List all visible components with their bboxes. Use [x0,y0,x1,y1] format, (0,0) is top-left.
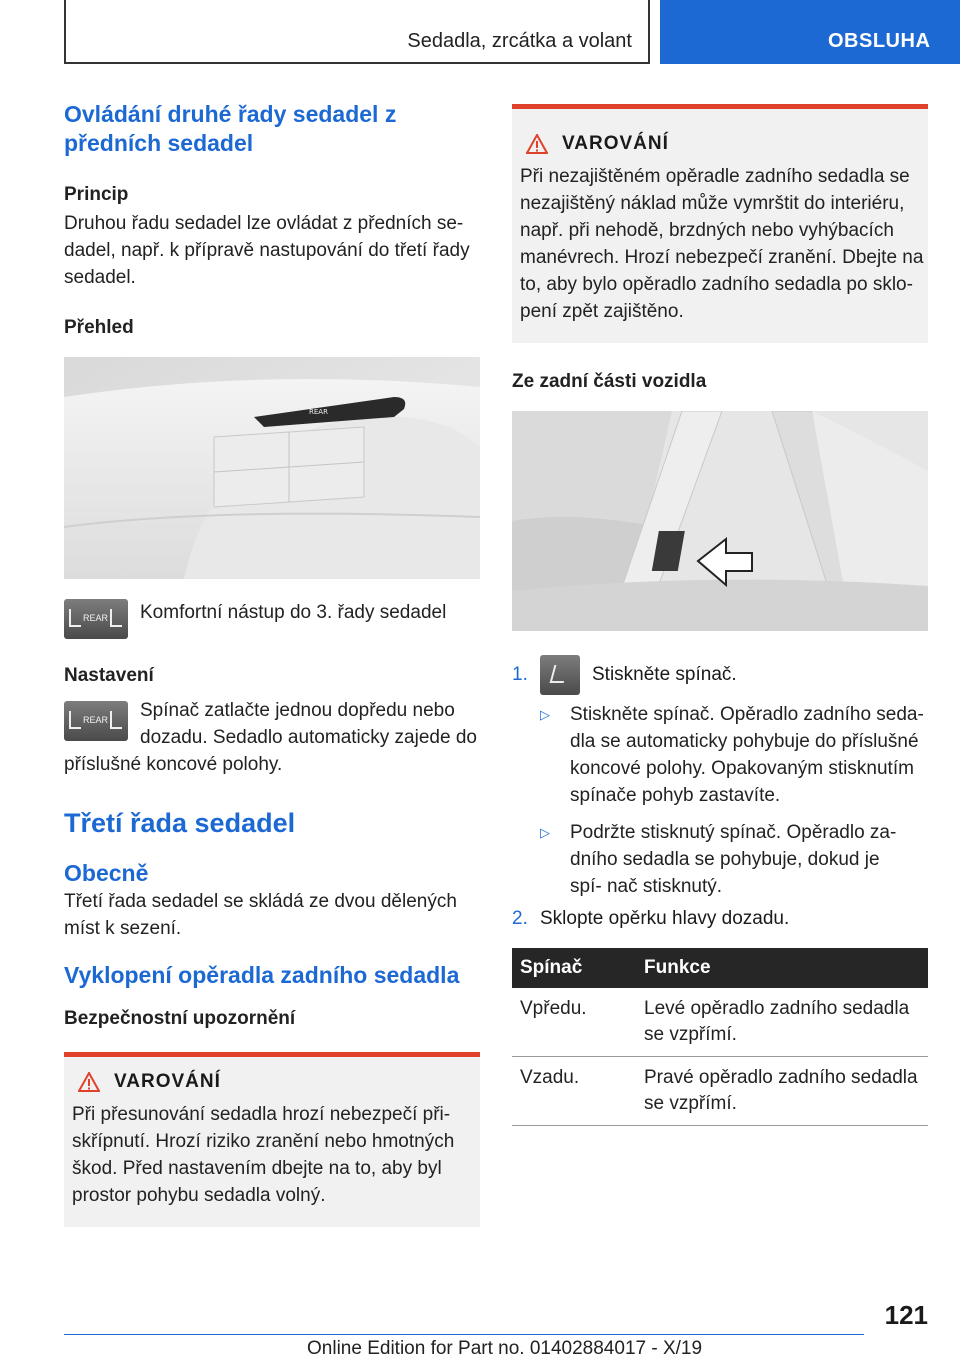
step-item [512,655,928,695]
function-table [512,948,928,1126]
obecne-text: Třetí řada sedadel se skládá ze dvou dělených míst k sezení. [64,891,457,939]
warning-text: Při přesunování sedadla hrozí nebezpečí při- skřípnutí. Hrozí riziko zranění nebo hmotných škod. Před nastavením dbejte na to, aby byl prostor pohybu sedadla volný. [72,1104,455,1206]
step-number: 1. [512,664,528,685]
table-cell: Vpředu. [512,988,636,1057]
nastaveni-text-line-2: dozadu. Sedadlo automaticky zajede do [140,727,477,748]
nastaveni-block [64,697,480,778]
warning-box [64,1052,480,1227]
nastaveni-text-line-3: příslušné koncové polohy. [64,754,283,775]
substep-item [512,819,928,900]
table-row [512,1057,928,1126]
icon-caption: Komfortní nástup do 3. řady sedadel [140,602,447,623]
nastaveni-heading: Nastavení [64,665,154,686]
table-header: Funkce [636,948,928,988]
warning-title-row [526,133,920,155]
table-header: Spínač [512,948,636,988]
rear-seat-photo [512,411,928,631]
table-row [512,988,928,1057]
table-cell: Levé opěradlo zadního sedadla se vzpřímí. [636,988,928,1057]
warning-title-row [78,1071,472,1093]
chapter-tab-label: OBSLUHA [828,30,931,52]
step-text: Sklopte opěrku hlavy dozadu. [540,908,790,929]
step-item [512,908,928,930]
bullet-triangle-icon: ▷ [540,707,550,722]
chapter-tab[interactable] [660,0,960,64]
warning-title: VAROVÁNÍ [114,1071,221,1092]
princip-text: Druhou řadu sedadel lze ovládat z předních se- dadel, např. k přípravě nastupování do třetí řady sedadel. [64,213,470,288]
ze-zadni-heading: Ze zadní části vozidla [512,371,707,392]
steps-list [512,655,928,930]
section-heading: Ovládání druhé řady sedadel z předních sedadel [64,101,397,156]
bullet-triangle-icon: ▷ [540,825,550,840]
warning-text: Při nezajištěném opěradle zadního sedadla se nezajištěný náklad může vymrštit do interiéru, např. při nehodě, brzdných nebo vyhýbacích manévrech. Hrozí nebezpečí zranění. Dbejte na to, aby bylo opěradlo zadního sedadla po sklo- pení zpět zajištěno. [520,166,924,322]
princip-heading: Princip [64,184,129,205]
warning-title: VAROVÁNÍ [562,133,669,154]
rear-switch-icon: REAR [64,701,128,741]
prehled-heading: Přehled [64,317,134,338]
substep-text: Podržte stisknutý spínač. Opěradlo za- dního sedadla se pohybuje, dokud je spí- nač stisknutý. [570,822,897,897]
vyklopeni-heading: Vyklopení opěradla zadního sedadla [64,962,460,988]
section-title: Sedadla, zrcátka a volant [407,30,632,52]
left-column [64,100,480,1227]
icon-caption-row [64,599,480,639]
header-frame [64,0,650,64]
warning-triangle-icon [526,134,548,154]
page-number: 121 [884,1300,928,1330]
nastaveni-text-line-1: Spínač zatlačte jednou dopředu nebo [140,700,455,721]
rear-switch-icon: REAR [64,599,128,639]
table-cell: Pravé opěradlo zadního sedadla se vzpřímí. [636,1057,928,1126]
seat-fold-icon [540,655,580,695]
right-column [512,104,928,1126]
warning-box [512,104,928,343]
edition-footer: Online Edition for Part no. 01402884017 - X/19 [307,1338,703,1359]
footer-divider [64,1334,864,1335]
substep-item [512,701,928,809]
seat-control-photo [64,357,480,579]
table-cell: Vzadu. [512,1057,636,1126]
warning-triangle-icon [78,1072,100,1092]
substep-text: Stiskněte spínač. Opěradlo zadního seda- dla se automaticky pohybuje do příslušné koncové polohy. Opakovaným stisknutím spínače pohyb zastavíte. [570,704,924,806]
svg-text:REAR: REAR [309,408,328,416]
step-text: Stiskněte spínač. [592,664,737,685]
obecne-heading: Obecně [64,860,149,886]
step-number: 2. [512,908,528,929]
treti-rada-heading: Třetí řada sedadel [64,808,296,838]
bezpec-heading: Bezpečnostní upozornění [64,1008,296,1029]
